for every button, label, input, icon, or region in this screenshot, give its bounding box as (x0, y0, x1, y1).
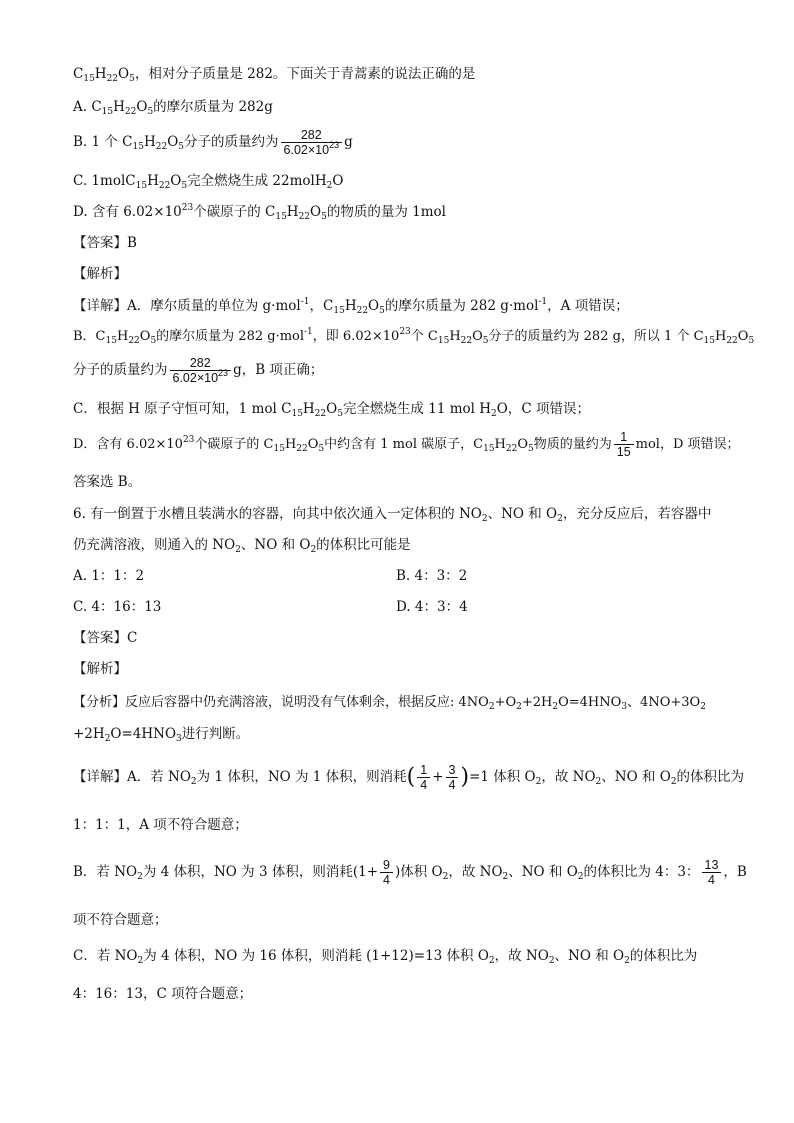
text: B．C (73, 329, 106, 344)
subscript: 5 (150, 336, 157, 346)
denominator: 4 (383, 873, 390, 887)
text: 仍充满溶液，则通入的 NO (73, 537, 236, 553)
text: H (714, 329, 727, 344)
text: 、NO 和 O (240, 537, 311, 553)
subscript: 22 (726, 336, 738, 346)
conclusion (73, 472, 141, 492)
text: +2H (521, 695, 553, 710)
subscript: 15 (135, 181, 148, 191)
text: ，充分反应后，若容器中 (562, 506, 712, 522)
text: O (517, 437, 528, 452)
detail-6c-cont (73, 984, 252, 1004)
subscript: 2 (557, 514, 563, 524)
text: O=4HNO (110, 726, 177, 742)
subscript: 22 (106, 74, 119, 84)
text: O (737, 329, 749, 344)
text: ，A 项错误； (547, 298, 629, 314)
detail-6a-cont (73, 815, 248, 835)
text: 【解析】 (73, 266, 127, 282)
answer-label (73, 233, 137, 253)
analysis-label (73, 659, 127, 679)
text: 、NO 和 O (487, 506, 558, 522)
text: 分子的质量约为 (184, 134, 279, 150)
subscript: 5 (528, 444, 534, 454)
text: 分子的质量约为 (73, 362, 168, 378)
subscript: 22 (356, 306, 369, 316)
subscript: 2 (104, 734, 111, 744)
text: H (143, 134, 156, 150)
text: ，C (309, 298, 334, 314)
superscript: -1 (304, 327, 313, 337)
text: 的摩尔质量为 282 g·mol (156, 329, 305, 344)
subscript: 22 (314, 409, 327, 419)
text: D. 4：3：4 (396, 599, 468, 615)
subscript: 15 (291, 409, 303, 419)
text: A. 1：1：2 (73, 568, 145, 584)
text: H (284, 437, 297, 452)
text: H (116, 329, 129, 344)
subscript: 15 (105, 336, 117, 346)
subscript: 2 (488, 956, 495, 966)
text: 【解析】 (73, 661, 127, 677)
text: 为 4 体积，NO 为 3 体积，则消耗 (142, 864, 353, 880)
text: 的摩尔质量为 282g (153, 99, 273, 115)
subscript: 5 (147, 107, 154, 117)
text: 答案选 B。 (73, 474, 142, 490)
subscript: 22 (296, 444, 308, 454)
subscript: 2 (700, 702, 706, 712)
text: H (344, 298, 357, 314)
text: 的体积比为 (676, 769, 745, 785)
text: C. 1molC (73, 173, 136, 189)
subscript: 2 (137, 872, 143, 882)
text: C (73, 66, 84, 82)
subscript: 5 (318, 444, 325, 454)
text: D．含有 6.02×10 (73, 437, 183, 452)
superscript: -1 (538, 297, 548, 307)
text: 完全燃烧生成 22molH (187, 173, 327, 189)
subscript: 2 (516, 702, 522, 712)
left-paren: ( (406, 764, 416, 790)
text: 、NO 和 O (508, 864, 578, 880)
subscript: 5 (748, 336, 755, 346)
denominator (281, 140, 343, 157)
text: 、NO 和 O (601, 769, 671, 785)
subscript: 2 (481, 514, 488, 524)
subscript: 2 (552, 702, 559, 712)
text: 个 C (410, 329, 438, 344)
subscript: 5 (321, 212, 327, 222)
fraction (446, 763, 459, 792)
detail-6b-cont (73, 910, 168, 930)
option-d (73, 202, 446, 222)
question-5-stem-end (73, 64, 475, 84)
subscript: 2 (235, 545, 241, 555)
text: 中约含有 1 mol 碳原子，C (324, 437, 484, 452)
text: O (136, 99, 148, 115)
text: H (94, 66, 107, 82)
subscript: 15 (483, 444, 495, 454)
text: 【详解】A．摩尔质量的单位为 g·mol (73, 298, 301, 314)
detail-6b (73, 853, 747, 891)
text: (1+ (352, 864, 379, 880)
numerator: 1 (614, 430, 634, 445)
subscript: 5 (178, 142, 185, 152)
detail-d (73, 426, 740, 464)
subscript: 2 (491, 409, 497, 419)
text: A. C (73, 99, 102, 115)
denominator: 4 (420, 778, 428, 792)
text: B．若 NO (73, 864, 138, 880)
subscript: 2 (442, 872, 449, 882)
subscript: 22 (158, 181, 171, 191)
option-c (73, 171, 343, 191)
text: H (113, 99, 125, 115)
plus-sign: + (432, 769, 444, 785)
option-c (73, 597, 161, 617)
text: O (310, 204, 322, 220)
text: D. 含有 6.02×10 (73, 204, 182, 220)
subscript: 15 (437, 336, 450, 346)
question-6-stem-cont (73, 535, 411, 555)
text: ，故 NO (448, 864, 503, 880)
subscript: 22 (124, 107, 137, 117)
text: 6.02×10 (283, 143, 330, 157)
superscript: -1 (300, 297, 310, 307)
right-paren: ) (460, 764, 470, 790)
text: g (344, 134, 353, 150)
text: 【答案】C (73, 630, 138, 646)
detail-6c (73, 946, 697, 966)
numerator: 3 (446, 763, 459, 778)
subscript: 2 (502, 872, 509, 882)
text: B. 4：3：2 (396, 568, 468, 584)
numerator: 1 (417, 763, 430, 778)
text: 项不符合题意； (73, 912, 168, 928)
text: )体积 O (394, 864, 443, 880)
text: mol，D 项错误； (635, 437, 740, 452)
subscript: 5 (181, 181, 188, 191)
text: H (302, 401, 315, 417)
subscript: 2 (535, 777, 542, 787)
fraction (281, 128, 343, 157)
text: 为 1 体积，NO 为 1 体积，则消耗 (196, 769, 407, 785)
text: B. 1 个 C (73, 134, 133, 150)
superscript: 23 (218, 368, 229, 378)
subscript: 15 (132, 142, 144, 152)
text: =1 体积 O (469, 769, 536, 785)
numerator: 13 (702, 858, 722, 873)
text: 6.02×10 (172, 371, 219, 385)
text: O (307, 437, 319, 452)
text: 、4NO+3O (627, 695, 701, 710)
text: 的摩尔质量为 282 g·mol (384, 298, 539, 314)
subscript: 2 (595, 777, 602, 787)
subscript: 2 (326, 181, 333, 191)
text: H (286, 204, 299, 220)
subscript: 22 (155, 142, 168, 152)
analysis-text (73, 693, 706, 713)
text: 的体积比可能是 (316, 537, 411, 553)
option-d (396, 597, 468, 617)
subscript: 2 (548, 956, 555, 966)
superscript: 23 (399, 327, 411, 337)
text: ，故 NO (494, 948, 549, 964)
subscript: 15 (703, 336, 715, 346)
subscript: 15 (275, 212, 287, 222)
numerator: 282 (170, 356, 232, 371)
subscript: 15 (333, 306, 345, 316)
text: 的体积比为 (629, 948, 698, 964)
subscript: 2 (624, 956, 630, 966)
text: O (139, 329, 151, 344)
fraction (702, 858, 722, 887)
subscript: 5 (337, 409, 343, 419)
subscript: 22 (505, 444, 518, 454)
text: 物质的量约为 (533, 437, 612, 452)
subscript: 5 (379, 306, 385, 316)
subscript: 15 (101, 107, 114, 117)
subscript: 15 (273, 444, 285, 454)
superscript: 23 (181, 203, 194, 213)
option-b (73, 124, 353, 160)
text: O (368, 298, 380, 314)
option-b (396, 566, 467, 586)
text: 、NO 和 O (554, 948, 625, 964)
subscript: 5 (129, 74, 135, 84)
superscript: 23 (329, 140, 340, 150)
detail-c (73, 399, 590, 419)
fraction (380, 858, 393, 887)
subscript: 5 (482, 336, 489, 346)
text: 为 4 体积，NO 为 16 体积，则消耗 (1+12)=13 体积 O (143, 948, 489, 964)
text: 4：16：13，C 项符合题意； (73, 986, 253, 1002)
detail-b-cont (73, 352, 323, 388)
text: O (326, 401, 338, 417)
detail-b (73, 327, 754, 347)
text: 【答案】B (73, 235, 137, 251)
text: ，相对分子质量是 282。下面关于青蒿素的说法正确的是 (134, 66, 476, 82)
text: 的体积比为 4：3： (583, 864, 700, 880)
text: O (170, 173, 182, 189)
analysis-text-cont (73, 724, 249, 744)
text: C. 4：16：13 (73, 599, 162, 615)
text: ，故 NO (541, 769, 596, 785)
option-a (73, 97, 273, 117)
denominator (170, 368, 232, 385)
subscript: 2 (137, 956, 144, 966)
denominator: 4 (707, 873, 715, 887)
text: 【分析】反应后容器中仍充满溶液，说明没有气体剩余，根据反应: 4NO (73, 695, 489, 710)
denominator: 4 (448, 778, 456, 792)
subscript: 22 (298, 212, 311, 222)
subscript: 2 (577, 872, 584, 882)
text: 个碳原子的 C (194, 437, 274, 452)
text: O，C 项错误； (496, 401, 590, 417)
analysis-label (73, 264, 127, 284)
text: 进行判断。 (181, 726, 250, 742)
text: O (167, 134, 179, 150)
text: 【详解】A．若 NO (73, 769, 191, 785)
text: O=4HNO (558, 695, 622, 710)
text: O (118, 66, 130, 82)
fraction (614, 430, 634, 459)
numerator: 282 (281, 128, 343, 143)
subscript: 3 (176, 734, 182, 744)
text: O (332, 173, 344, 189)
question-6-stem (73, 504, 711, 524)
fraction (170, 356, 232, 385)
text: 的物质的量为 1mol (326, 204, 446, 220)
text: ，B (723, 864, 747, 880)
subscript: 22 (460, 336, 473, 346)
subscript: 2 (310, 545, 317, 555)
text: 完全燃烧生成 11 mol H (342, 401, 492, 417)
subscript: 3 (621, 702, 628, 712)
subscript: 15 (83, 74, 95, 84)
text: 6. 有一倒置于水槽且装满水的容器，向其中依次通入一定体积的 NO (73, 506, 482, 522)
text: H (449, 329, 461, 344)
text: C．根据 H 原子守恒可知，1 mol C (73, 401, 292, 417)
denominator: 15 (616, 445, 631, 459)
fraction (417, 763, 430, 792)
text: g，B 项正确； (233, 362, 324, 378)
numerator: 9 (380, 858, 393, 873)
text: 1：1：1，A 项不符合题意； (73, 817, 248, 833)
subscript: 2 (670, 777, 677, 787)
subscript: 2 (488, 702, 495, 712)
text: H (494, 437, 506, 452)
text: ，即 6.02×10 (312, 329, 400, 344)
answer-label (73, 628, 137, 648)
subscript: 22 (128, 336, 140, 346)
superscript: 23 (182, 435, 195, 445)
text: 分子的质量约为 282 g，所以 1 个 C (488, 329, 704, 344)
text: C．若 NO (73, 948, 138, 964)
text: H (147, 173, 159, 189)
option-a (73, 566, 144, 586)
detail-a (73, 296, 629, 316)
text: 个碳原子的 C (193, 204, 276, 220)
text: +O (494, 695, 517, 710)
subscript: 2 (190, 777, 197, 787)
text: +2H (73, 726, 105, 742)
detail-6a (73, 758, 744, 796)
text: O (472, 329, 483, 344)
